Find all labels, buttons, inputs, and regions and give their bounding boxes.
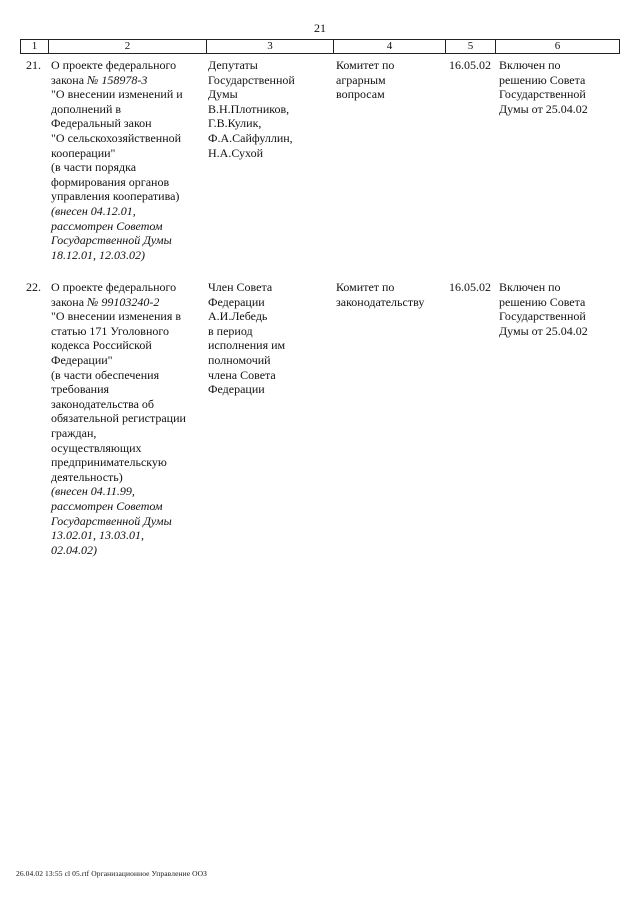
bill-number: № 158978-3 [87,72,148,87]
bill-number: № 99103240-2 [87,294,160,309]
responsible-committee: Комитет по законодательству [336,280,425,309]
document-footer: 26.04.02 13:55 cl 05.rtf Организационное Управление ООЗ [16,869,208,878]
inclusion-decision: Включен по решению Совета Государственной Думы от 25.04.02 [499,280,588,338]
column-number-1: 1 [21,40,49,54]
column-number-3: 3 [207,40,334,54]
page-number: 21 [314,21,326,35]
inclusion-decision: Включен по решению Совета Государственной Думы от 25.04.02 [499,58,588,116]
consideration-date: 16.05.02 [449,58,491,72]
column-number-5: 5 [446,40,496,54]
bill-description [51,280,231,557]
bill-history: (внесен 04.11.99, рассмотрен Советом Государственной Думы 13.02.01, 13.03.01, 02.04.02) [51,484,172,557]
column-number-6: 6 [496,40,620,54]
responsible-committee: Комитет по аграрным вопросам [336,58,395,102]
bill-author: Депутаты Государственной Думы В.Н.Плотников, Г.В.Кулик, Ф.А.Сайфуллин, Н.А.Сухой [208,58,295,160]
column-number-2: 2 [49,40,207,54]
bill-description [51,58,231,262]
row-number: 21. [26,58,41,72]
bill-title-part: О проекте федерального закона [51,58,177,87]
bill-title-part: О проекте федерального закона [51,280,177,309]
column-number-4: 4 [334,40,446,54]
bill-author: Член Совета Федерации А.И.Лебедь в период исполнения им полномочий члена Совета Федерации [208,280,286,397]
bill-title: "О внесении изменений и дополнений в Федеральный закон "О сельскохозяйственной кооперации" (в части порядка формирования органов управления кооператива) [51,87,183,204]
row-number: 22. [26,280,41,294]
consideration-date: 16.05.02 [449,280,491,294]
column-header-row [20,39,620,54]
bill-title: "О внесении изменения в статью 171 Уголовного кодекса Российской Федерации" (в части обеспечения требования законодательства об обязательной регистрации граждан, осуществляющих предпринимательскую деятельность) [51,309,186,484]
bill-history: (внесен 04.12.01, рассмотрен Советом Государственной Думы 18.12.01, 12.03.02) [51,203,172,262]
